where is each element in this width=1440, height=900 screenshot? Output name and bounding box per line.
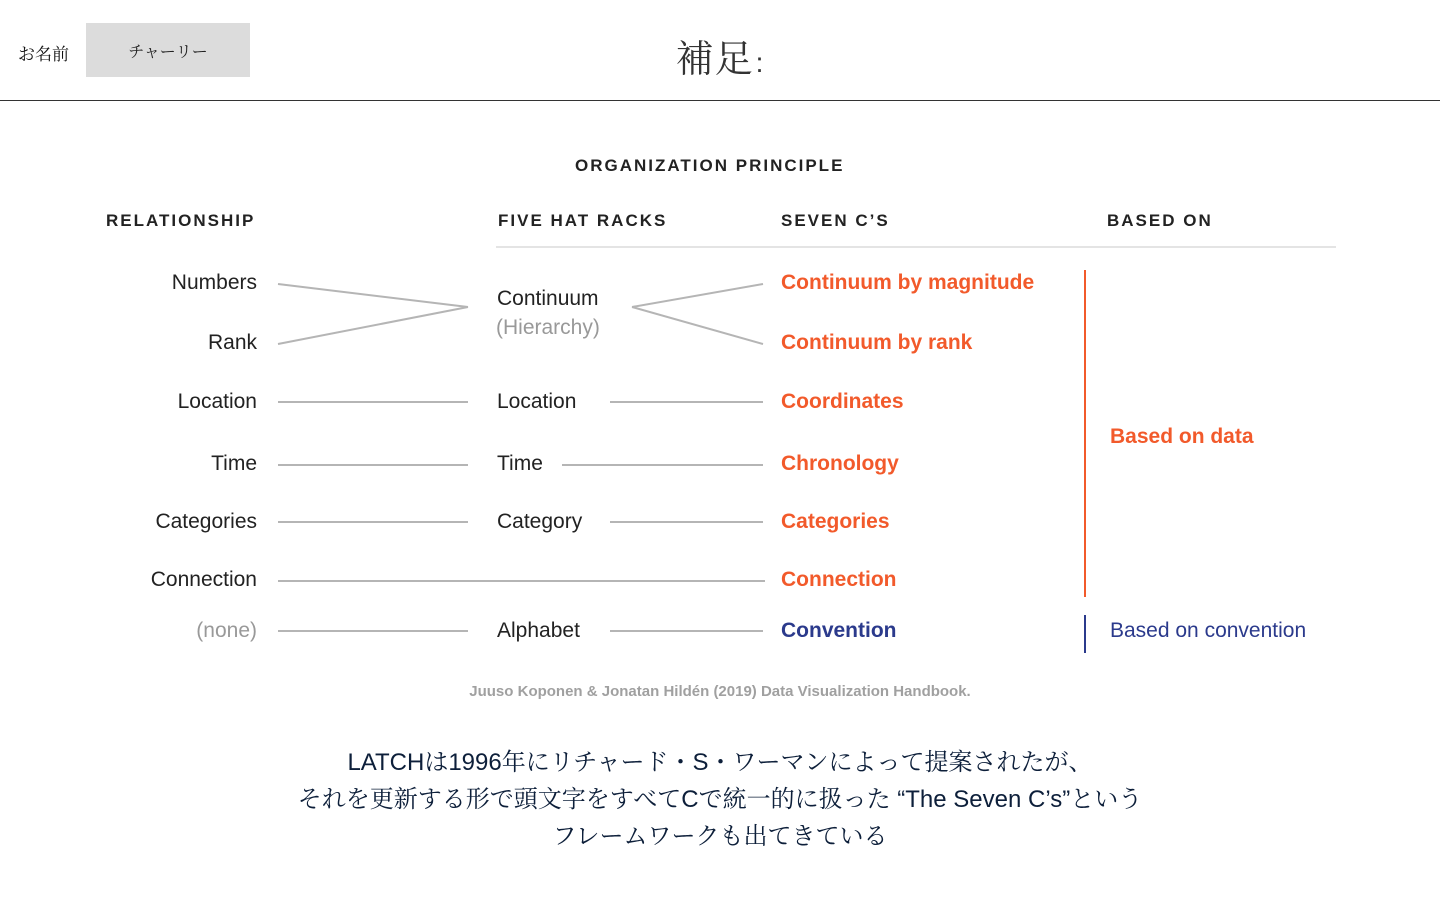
line-continuum-magnitude: [632, 284, 763, 307]
description-text: [0, 744, 1440, 855]
seven-c-categories: Categories: [781, 510, 890, 533]
line-continuum-rank: [632, 307, 763, 344]
name-label: お名前: [18, 45, 69, 64]
description-line-3: フレームワークも出てきている: [552, 823, 888, 850]
hat-rack-continuum: Continuum: [497, 287, 599, 310]
description-line-2: それを更新する形で頭文字をすべてCで統一的に扱った “The Seven C’s”という: [297, 786, 1143, 813]
seven-c-continuum-by-rank: Continuum by rank: [781, 331, 973, 354]
column-header-seven-cs: SEVEN C’S: [781, 211, 890, 230]
diagram-heading: ORGANIZATION PRINCIPLE: [575, 156, 845, 175]
relationship-rank: Rank: [207, 331, 257, 354]
description-line-1: LATCHは1996年にリチャード・S・ワーマンによって提案されたが、: [347, 749, 1093, 776]
relationship-time: Time: [211, 452, 257, 475]
name-field[interactable]: チャーリー: [86, 23, 250, 77]
relationship-numbers: Numbers: [171, 271, 257, 294]
page-title: [0, 28, 1440, 83]
based-on-convention: Based on convention: [1110, 619, 1307, 642]
based-on-data: Based on data: [1110, 425, 1254, 448]
hat-rack-time: Time: [497, 452, 543, 475]
source-credit: Juuso Koponen & Jonatan Hildén (2019) Data Visualization Handbook.: [469, 683, 971, 700]
relationship-none: (none): [196, 619, 257, 642]
seven-c-convention: Convention: [781, 619, 897, 642]
hat-rack-location: Location: [497, 390, 577, 413]
column-header-relationship: RELATIONSHIP: [106, 211, 256, 230]
line-rank-continuum: [278, 307, 468, 344]
hat-rack-alphabet: Alphabet: [497, 619, 580, 642]
header-bar: [0, 0, 1440, 101]
relationship-location: Location: [177, 390, 257, 413]
seven-c-connection: Connection: [781, 568, 897, 591]
relationship-connection: Connection: [150, 568, 257, 591]
seven-c-chronology: Chronology: [781, 452, 899, 475]
relationship-categories: Categories: [155, 510, 257, 533]
column-header-five-hat-racks: FIVE HAT RACKS: [498, 211, 668, 230]
page-title-colon: :: [755, 47, 765, 78]
seven-c-continuum-by-magnitude: Continuum by magnitude: [781, 271, 1035, 294]
column-header-based-on: BASED ON: [1107, 211, 1213, 230]
hat-rack-hierarchy: (Hierarchy): [496, 316, 600, 339]
organization-principle-diagram: [0, 100, 1440, 720]
page-title-text: 補足: [675, 39, 754, 81]
seven-c-coordinates: Coordinates: [781, 390, 904, 413]
line-numbers-continuum: [278, 284, 468, 307]
hat-rack-category: Category: [497, 510, 583, 533]
